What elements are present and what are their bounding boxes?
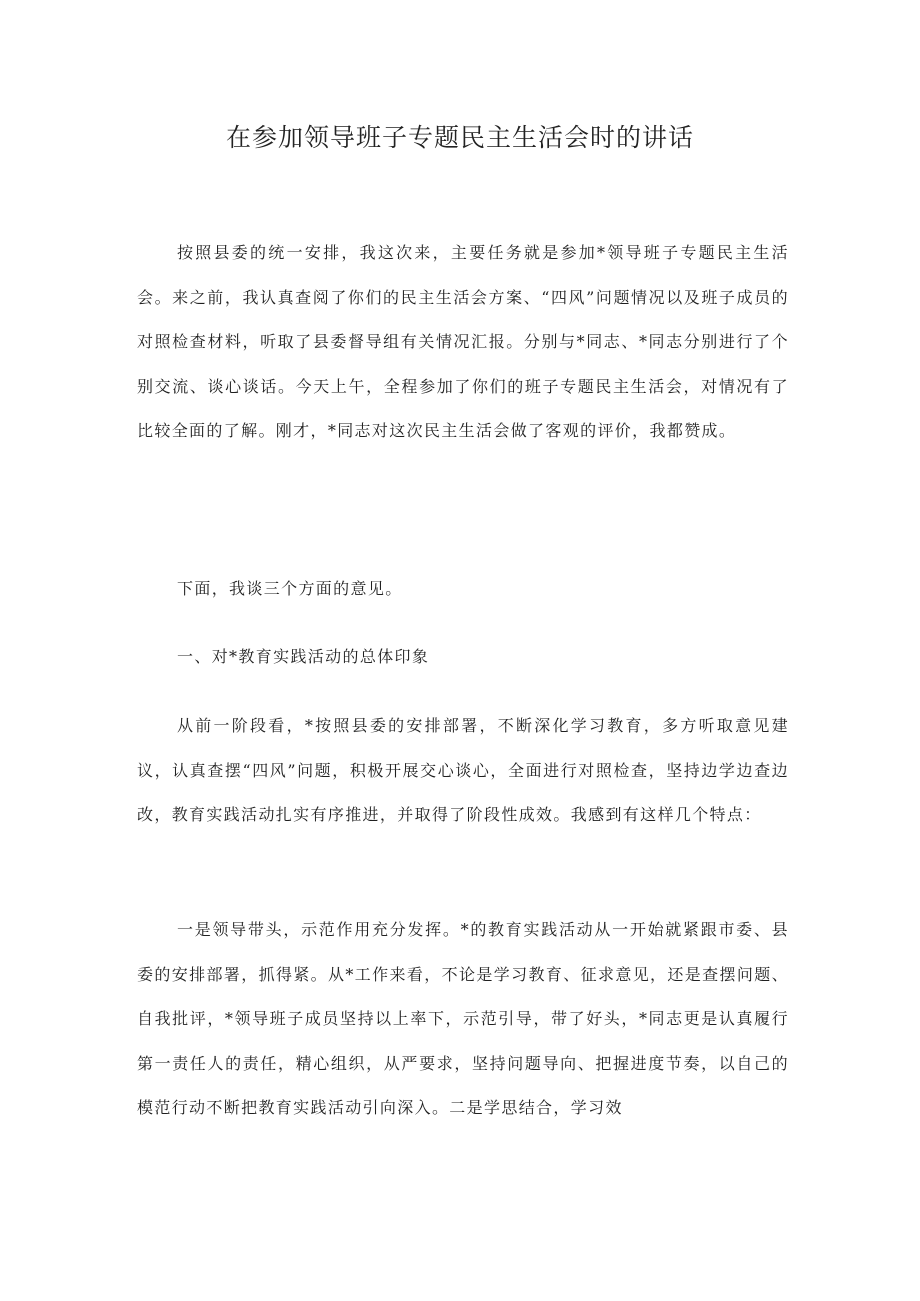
paragraph-transition: 下面，我谈三个方面的意见。 — [177, 579, 403, 598]
paragraph-overview: 从前一阶段看，*按照县委的安排部署，不断深化学习教育，多方听取意见建议，认真查摆“四风”问题，积极开展交心谈心，全面进行对照检查，坚持边学边查边改，教育实践活动扎实有序推进，并取得了阶段性成效。我感到有这样几个特点： — [137, 716, 789, 825]
paragraph-intro: 按照县委的统一安排，我这次来，主要任务就是参加*领导班子专题民主生活会。来之前，我认真查阅了你们的民主生活会方案、“四风”问题情况以及班子成员的对照检查材料，听取了县委督导组有关情况汇报。分别与*同志、*同志分别进行了个别交流、谈心谈话。今天上午，全程参加了你们的班子专题民主生活会，对情况有了比较全面的了解。刚才，*同志对这次民主生活会做了客观的评价，我都赞成。 — [137, 243, 789, 441]
section-heading-1: 一、对*教育实践活动的总体印象 — [177, 647, 430, 666]
paragraph-features: 一是领导带头，示范作用充分发挥。*的教育实践活动从一开始就紧跟市委、县委的安排部署，抓得紧。从*工作来看，不论是学习教育、征求意见，还是查摆问题、自我批评，*领导班子成员坚持以上率下，示范引导，带了好头，*同志更是认真履行第一责任人的责任，精心组织，从严要求，坚持问题导向、把握进度节奏，以自己的模范行动不断把教育实践活动引向深入。二是学思结合，学习效 — [137, 920, 789, 1118]
document-title: 在参加领导班子专题民主生活会时的讲话 — [225, 123, 694, 152]
